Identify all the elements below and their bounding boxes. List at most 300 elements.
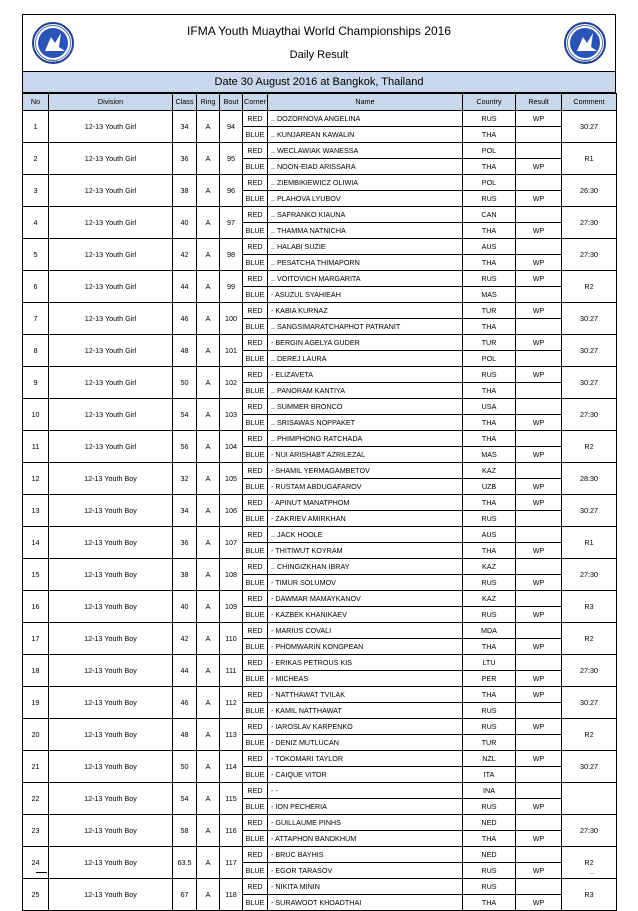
class-cell: 44 xyxy=(173,655,197,687)
fighter-name-cell: .. NOON-EIAD ARISSARA xyxy=(268,159,463,175)
division-cell: 12-13 Youth Boy xyxy=(49,687,173,719)
result-cell xyxy=(516,351,562,367)
fighter-name-cell: - NUI ARISHABT AZRILEZAL xyxy=(268,447,463,463)
division-cell: 12-13 Youth Girl xyxy=(49,239,173,271)
ring-cell: A xyxy=(197,271,220,303)
class-cell: 67 xyxy=(173,879,197,911)
fighter-name-cell: - NIKITA MININ xyxy=(268,879,463,895)
corner-cell: RED xyxy=(243,623,268,639)
country-cell: TUR xyxy=(463,303,516,319)
country-cell: THA xyxy=(463,831,516,847)
result-cell xyxy=(516,815,562,831)
comment-cell: 30:27 xyxy=(562,367,617,399)
comment-cell: 27:30 xyxy=(562,207,617,239)
corner-cell: BLUE xyxy=(243,287,268,303)
division-cell: 12-13 Youth Girl xyxy=(49,143,173,175)
corner-cell: BLUE xyxy=(243,767,268,783)
class-cell: 48 xyxy=(173,335,197,367)
fighter-name-cell: - ERIKAS PETROUS KIS xyxy=(268,655,463,671)
division-cell: 12-13 Youth Boy xyxy=(49,655,173,687)
comment-cell: 30:27 xyxy=(562,495,617,527)
country-cell: AUS xyxy=(463,239,516,255)
column-header: Bout xyxy=(220,94,243,111)
bout-no-cell: 24 xyxy=(23,847,49,879)
division-cell: 12-13 Youth Boy xyxy=(49,623,173,655)
class-cell: 46 xyxy=(173,303,197,335)
result-cell: WP xyxy=(516,639,562,655)
table-row xyxy=(23,303,617,319)
result-cell: WP xyxy=(516,159,562,175)
result-cell xyxy=(516,175,562,191)
comment-cell: R3 xyxy=(562,879,617,911)
country-cell: KAZ xyxy=(463,559,516,575)
ring-cell: A xyxy=(197,655,220,687)
country-cell: THA xyxy=(463,319,516,335)
division-cell: 12-13 Youth Boy xyxy=(49,815,173,847)
bout-cell: 106 xyxy=(220,495,243,527)
fighter-name-cell: - ION PECHERIA xyxy=(268,799,463,815)
table-row xyxy=(23,879,617,895)
table-row xyxy=(23,367,617,383)
fighter-name-cell: .. JACK HOOLE xyxy=(268,527,463,543)
country-cell: ITA xyxy=(463,767,516,783)
corner-cell: BLUE xyxy=(243,831,268,847)
comment-cell: R2 xyxy=(562,847,617,879)
bout-cell: 107 xyxy=(220,527,243,559)
ring-cell: A xyxy=(197,559,220,591)
division-cell: 12-13 Youth Girl xyxy=(49,303,173,335)
result-cell: WP xyxy=(516,831,562,847)
corner-cell: RED xyxy=(243,527,268,543)
division-cell: 12-13 Youth Boy xyxy=(49,463,173,495)
result-cell xyxy=(516,655,562,671)
corner-cell: BLUE xyxy=(243,639,268,655)
bout-cell: 104 xyxy=(220,431,243,463)
fighter-name-cell: - - xyxy=(268,783,463,799)
table-row xyxy=(23,847,617,863)
ring-cell: A xyxy=(197,335,220,367)
table-row xyxy=(23,271,617,287)
column-header: Name xyxy=(268,94,463,111)
fighter-name-cell: - NATTHAWAT TVILAK xyxy=(268,687,463,703)
comment-cell: 26:30 xyxy=(562,175,617,207)
fighter-name-cell: - ZAKRIEV AMIRKHAN xyxy=(268,511,463,527)
fighter-name-cell: - SHAMIL YERMAGAMBETOV xyxy=(268,463,463,479)
result-cell: WP xyxy=(516,751,562,767)
comment-cell: 30:27 xyxy=(562,687,617,719)
country-cell: NED xyxy=(463,815,516,831)
country-cell: PER xyxy=(463,671,516,687)
comment-cell: 30:27 xyxy=(562,751,617,783)
result-cell: WP xyxy=(516,367,562,383)
corner-cell: RED xyxy=(243,687,268,703)
fighter-name-cell: - APINUT MANATPHOM xyxy=(268,495,463,511)
country-cell: THA xyxy=(463,431,516,447)
bout-no-cell: 16 xyxy=(23,591,49,623)
ring-cell: A xyxy=(197,687,220,719)
corner-cell: RED xyxy=(243,591,268,607)
class-cell: 48 xyxy=(173,719,197,751)
ring-cell: A xyxy=(197,111,220,143)
table-row xyxy=(23,207,617,223)
result-cell: WP xyxy=(516,271,562,287)
bout-no-cell: 8 xyxy=(23,335,49,367)
result-cell xyxy=(516,383,562,399)
country-cell: RUS xyxy=(463,191,516,207)
class-cell: 42 xyxy=(173,623,197,655)
logo-text: I.F.M.A. xyxy=(46,58,60,63)
result-cell: WP xyxy=(516,607,562,623)
division-cell: 12-13 Youth Boy xyxy=(49,559,173,591)
bout-no-cell: 23 xyxy=(23,815,49,847)
country-cell: RUS xyxy=(463,367,516,383)
ring-cell: A xyxy=(197,175,220,207)
bout-no-cell: 2 xyxy=(23,143,49,175)
result-cell xyxy=(516,399,562,415)
corner-cell: RED xyxy=(243,111,268,127)
corner-cell: RED xyxy=(243,431,268,447)
result-cell: WP xyxy=(516,191,562,207)
fighter-name-cell: - ASUZUL SYAHIEAH xyxy=(268,287,463,303)
fighter-name-cell: - THITIWUT KOYRAM xyxy=(268,543,463,559)
comment-cell: 27:30 xyxy=(562,399,617,431)
comment-cell: R1 xyxy=(562,143,617,175)
bout-no-cell: 1 xyxy=(23,111,49,143)
fighter-name-cell: .. DOZORNOVA ANGELINA xyxy=(268,111,463,127)
corner-cell: BLUE xyxy=(243,543,268,559)
result-cell: WP xyxy=(516,303,562,319)
result-cell: WP xyxy=(516,111,562,127)
division-cell: 12-13 Youth Girl xyxy=(49,111,173,143)
country-cell: RUS xyxy=(463,271,516,287)
column-header: Ring xyxy=(197,94,220,111)
result-cell xyxy=(516,591,562,607)
fighter-name-cell: - PHOMWARIN KONGPEAN xyxy=(268,639,463,655)
bout-no-cell: 4 xyxy=(23,207,49,239)
ring-cell: A xyxy=(197,463,220,495)
ring-cell: A xyxy=(197,847,220,879)
bout-cell: 101 xyxy=(220,335,243,367)
bout-cell: 99 xyxy=(220,271,243,303)
table-row xyxy=(23,175,617,191)
class-cell: 36 xyxy=(173,527,197,559)
ifma-logo-icon xyxy=(31,21,75,65)
fighter-name-cell: .. SANGSIMARATCHAPHOT PATRANIT xyxy=(268,319,463,335)
country-cell: MDA xyxy=(463,623,516,639)
corner-cell: RED xyxy=(243,335,268,351)
country-cell: THA xyxy=(463,495,516,511)
corner-cell: BLUE xyxy=(243,607,268,623)
bout-cell: 112 xyxy=(220,687,243,719)
result-cell: WP xyxy=(516,335,562,351)
country-cell: RUS xyxy=(463,703,516,719)
corner-cell: BLUE xyxy=(243,159,268,175)
country-cell: RUS xyxy=(463,879,516,895)
date-line: Date 30 August 2016 at Bangkok, Thailand xyxy=(22,71,616,93)
fighter-name-cell: - TIMUR SOLUMOV xyxy=(268,575,463,591)
corner-cell: BLUE xyxy=(243,575,268,591)
ifma-logo-icon xyxy=(563,21,607,65)
comment-cell: 30:27 xyxy=(562,111,617,143)
country-cell: THA xyxy=(463,895,516,911)
ring-cell: A xyxy=(197,143,220,175)
country-cell: MAS xyxy=(463,287,516,303)
comment-cell: R3 xyxy=(562,591,617,623)
fighter-name-cell: - BERGIN AGELYA GUDER xyxy=(268,335,463,351)
fighter-name-cell: - KABIA KURNAZ xyxy=(268,303,463,319)
division-cell: 12-13 Youth Girl xyxy=(49,175,173,207)
table-row xyxy=(23,815,617,831)
fighter-name-cell: - KAZBEK KHANIKAEV xyxy=(268,607,463,623)
corner-cell: BLUE xyxy=(243,863,268,879)
corner-cell: BLUE xyxy=(243,127,268,143)
country-cell: THA xyxy=(463,255,516,271)
class-cell: 38 xyxy=(173,175,197,207)
bout-no-cell: 21 xyxy=(23,751,49,783)
corner-cell: BLUE xyxy=(243,415,268,431)
comment-cell: 27:30 xyxy=(562,239,617,271)
result-cell xyxy=(516,239,562,255)
footer-mark xyxy=(590,873,594,874)
result-cell: WP xyxy=(516,255,562,271)
country-cell: RUS xyxy=(463,863,516,879)
fighter-name-cell: - EGOR TARASOV xyxy=(268,863,463,879)
comment-cell: 30:27 xyxy=(562,335,617,367)
column-header: Division xyxy=(49,94,173,111)
bout-cell: 108 xyxy=(220,559,243,591)
result-cell xyxy=(516,511,562,527)
corner-cell: BLUE xyxy=(243,319,268,335)
comment-cell: R1 xyxy=(562,527,617,559)
column-header: Result xyxy=(516,94,562,111)
bout-cell: 95 xyxy=(220,143,243,175)
division-cell: 12-13 Youth Boy xyxy=(49,527,173,559)
result-cell xyxy=(516,463,562,479)
ring-cell: A xyxy=(197,207,220,239)
fighter-name-cell: - CAIQUE VITOR xyxy=(268,767,463,783)
result-cell xyxy=(516,847,562,863)
class-cell: 42 xyxy=(173,239,197,271)
country-cell: TUR xyxy=(463,735,516,751)
fighter-name-cell: .. SRISAWAS NOPPAKET xyxy=(268,415,463,431)
bout-cell: 111 xyxy=(220,655,243,687)
division-cell: 12-13 Youth Girl xyxy=(49,399,173,431)
fighter-name-cell: - GUILLAUME PINHS xyxy=(268,815,463,831)
bout-cell: 103 xyxy=(220,399,243,431)
ring-cell: A xyxy=(197,367,220,399)
fighter-name-cell: - BRUC BAYHIS xyxy=(268,847,463,863)
result-cell xyxy=(516,527,562,543)
country-cell: KAZ xyxy=(463,591,516,607)
corner-cell: RED xyxy=(243,655,268,671)
table-row xyxy=(23,783,617,799)
class-cell: 40 xyxy=(173,207,197,239)
country-cell: THA xyxy=(463,383,516,399)
result-cell: WP xyxy=(516,575,562,591)
division-cell: 12-13 Youth Boy xyxy=(49,719,173,751)
result-cell xyxy=(516,319,562,335)
bout-cell: 109 xyxy=(220,591,243,623)
country-cell: POL xyxy=(463,351,516,367)
bout-no-cell: 14 xyxy=(23,527,49,559)
fighter-name-cell: .. SAFRANKO KIAUNA xyxy=(268,207,463,223)
result-cell: WP xyxy=(516,863,562,879)
result-cell: WP xyxy=(516,543,562,559)
country-cell: POL xyxy=(463,143,516,159)
ring-cell: A xyxy=(197,879,220,911)
ring-cell: A xyxy=(197,527,220,559)
result-cell: WP xyxy=(516,799,562,815)
results-table-body xyxy=(23,111,617,911)
result-cell xyxy=(516,623,562,639)
column-header: No xyxy=(23,94,49,111)
corner-cell: BLUE xyxy=(243,351,268,367)
bout-no-cell: 15 xyxy=(23,559,49,591)
corner-cell: BLUE xyxy=(243,671,268,687)
country-cell: THA xyxy=(463,687,516,703)
division-cell: 12-13 Youth Boy xyxy=(49,847,173,879)
result-cell xyxy=(516,703,562,719)
corner-cell: RED xyxy=(243,783,268,799)
fighter-name-cell: .. PESATCHA THIMAPORN xyxy=(268,255,463,271)
comment-cell: 27:30 xyxy=(562,815,617,847)
result-cell xyxy=(516,767,562,783)
table-row xyxy=(23,335,617,351)
column-header: Comment xyxy=(562,94,617,111)
bout-no-cell: 25 xyxy=(23,879,49,911)
table-row xyxy=(23,559,617,575)
bout-no-cell: 11 xyxy=(23,431,49,463)
ring-cell: A xyxy=(197,719,220,751)
corner-cell: BLUE xyxy=(243,479,268,495)
bout-no-cell: 5 xyxy=(23,239,49,271)
country-cell: AUS xyxy=(463,527,516,543)
fighter-name-cell: .. THAMMA NATNICHA xyxy=(268,223,463,239)
bout-cell: 115 xyxy=(220,783,243,815)
ring-cell: A xyxy=(197,623,220,655)
comment-cell: R2 xyxy=(562,431,617,463)
corner-cell: RED xyxy=(243,175,268,191)
ring-cell: A xyxy=(197,431,220,463)
fighter-name-cell: - MICHEAS xyxy=(268,671,463,687)
class-cell: 54 xyxy=(173,399,197,431)
corner-cell: RED xyxy=(243,271,268,287)
fighter-name-cell: - IAROSLAV KARPENKO xyxy=(268,719,463,735)
result-cell xyxy=(516,127,562,143)
corner-cell: RED xyxy=(243,367,268,383)
country-cell: RUS xyxy=(463,799,516,815)
table-row xyxy=(23,495,617,511)
result-cell: WP xyxy=(516,447,562,463)
result-cell: WP xyxy=(516,671,562,687)
fighter-name-cell: .. SUMMER BRONCO xyxy=(268,399,463,415)
bout-no-cell: 19 xyxy=(23,687,49,719)
bout-cell: 105 xyxy=(220,463,243,495)
fighter-name-cell: .. PHIMPHONG RATCHADA xyxy=(268,431,463,447)
logo-text: I.F.M.A. xyxy=(578,58,592,63)
class-cell: 63.5 xyxy=(173,847,197,879)
column-header: Country xyxy=(463,94,516,111)
comment-cell: R2 xyxy=(562,623,617,655)
class-cell: 46 xyxy=(173,687,197,719)
comment-cell: 30:27 xyxy=(562,303,617,335)
country-cell: THA xyxy=(463,223,516,239)
country-cell: THA xyxy=(463,415,516,431)
country-cell: USA xyxy=(463,399,516,415)
ring-cell: A xyxy=(197,399,220,431)
result-cell xyxy=(516,783,562,799)
corner-cell: RED xyxy=(243,399,268,415)
ring-cell: A xyxy=(197,815,220,847)
result-cell: WP xyxy=(516,495,562,511)
country-cell: MAS xyxy=(463,447,516,463)
fighter-name-cell: .. PANORAM KANTIYA xyxy=(268,383,463,399)
class-cell: 38 xyxy=(173,559,197,591)
country-cell: RUS xyxy=(463,511,516,527)
corner-cell: RED xyxy=(243,815,268,831)
result-cell xyxy=(516,207,562,223)
division-cell: 12-13 Youth Girl xyxy=(49,431,173,463)
result-cell xyxy=(516,879,562,895)
corner-cell: BLUE xyxy=(243,223,268,239)
country-cell: THA xyxy=(463,639,516,655)
results-table xyxy=(22,93,617,911)
table-row xyxy=(23,751,617,767)
division-cell: 12-13 Youth Boy xyxy=(49,751,173,783)
fighter-name-cell: - ATTAPHON BANDKHUM xyxy=(268,831,463,847)
ring-cell: A xyxy=(197,239,220,271)
bout-cell: 97 xyxy=(220,207,243,239)
country-cell: RUS xyxy=(463,719,516,735)
bout-cell: 114 xyxy=(220,751,243,783)
comment-cell: 27:30 xyxy=(562,559,617,591)
table-row xyxy=(23,143,617,159)
corner-cell: RED xyxy=(243,143,268,159)
bout-no-cell: 22 xyxy=(23,783,49,815)
results-sheet xyxy=(22,14,616,911)
corner-cell: RED xyxy=(243,719,268,735)
footer-mark xyxy=(36,872,47,873)
fighter-name-cell: - TOKOMARI TAYLOR xyxy=(268,751,463,767)
result-cell: WP xyxy=(516,895,562,911)
fighter-name-cell: .. DEREJ LAURA xyxy=(268,351,463,367)
bout-cell: 102 xyxy=(220,367,243,399)
fighter-name-cell: .. VOITOVICH MARGARITA xyxy=(268,271,463,287)
result-cell: WP xyxy=(516,687,562,703)
class-cell: 44 xyxy=(173,271,197,303)
table-row xyxy=(23,591,617,607)
ring-cell: A xyxy=(197,495,220,527)
class-cell: 54 xyxy=(173,783,197,815)
country-cell: INA xyxy=(463,783,516,799)
class-cell: 34 xyxy=(173,495,197,527)
fighter-name-cell: - DAWMAR MAMAYKANOV xyxy=(268,591,463,607)
bout-no-cell: 17 xyxy=(23,623,49,655)
bout-no-cell: 3 xyxy=(23,175,49,207)
corner-cell: RED xyxy=(243,847,268,863)
bout-cell: 96 xyxy=(220,175,243,207)
corner-cell: RED xyxy=(243,207,268,223)
country-cell: RUS xyxy=(463,575,516,591)
bout-no-cell: 18 xyxy=(23,655,49,687)
table-row xyxy=(23,399,617,415)
result-cell: WP xyxy=(516,719,562,735)
corner-cell: BLUE xyxy=(243,383,268,399)
fighter-name-cell: .. PLAHOVA LYUBOV xyxy=(268,191,463,207)
class-cell: 50 xyxy=(173,367,197,399)
corner-cell: RED xyxy=(243,463,268,479)
corner-cell: BLUE xyxy=(243,703,268,719)
